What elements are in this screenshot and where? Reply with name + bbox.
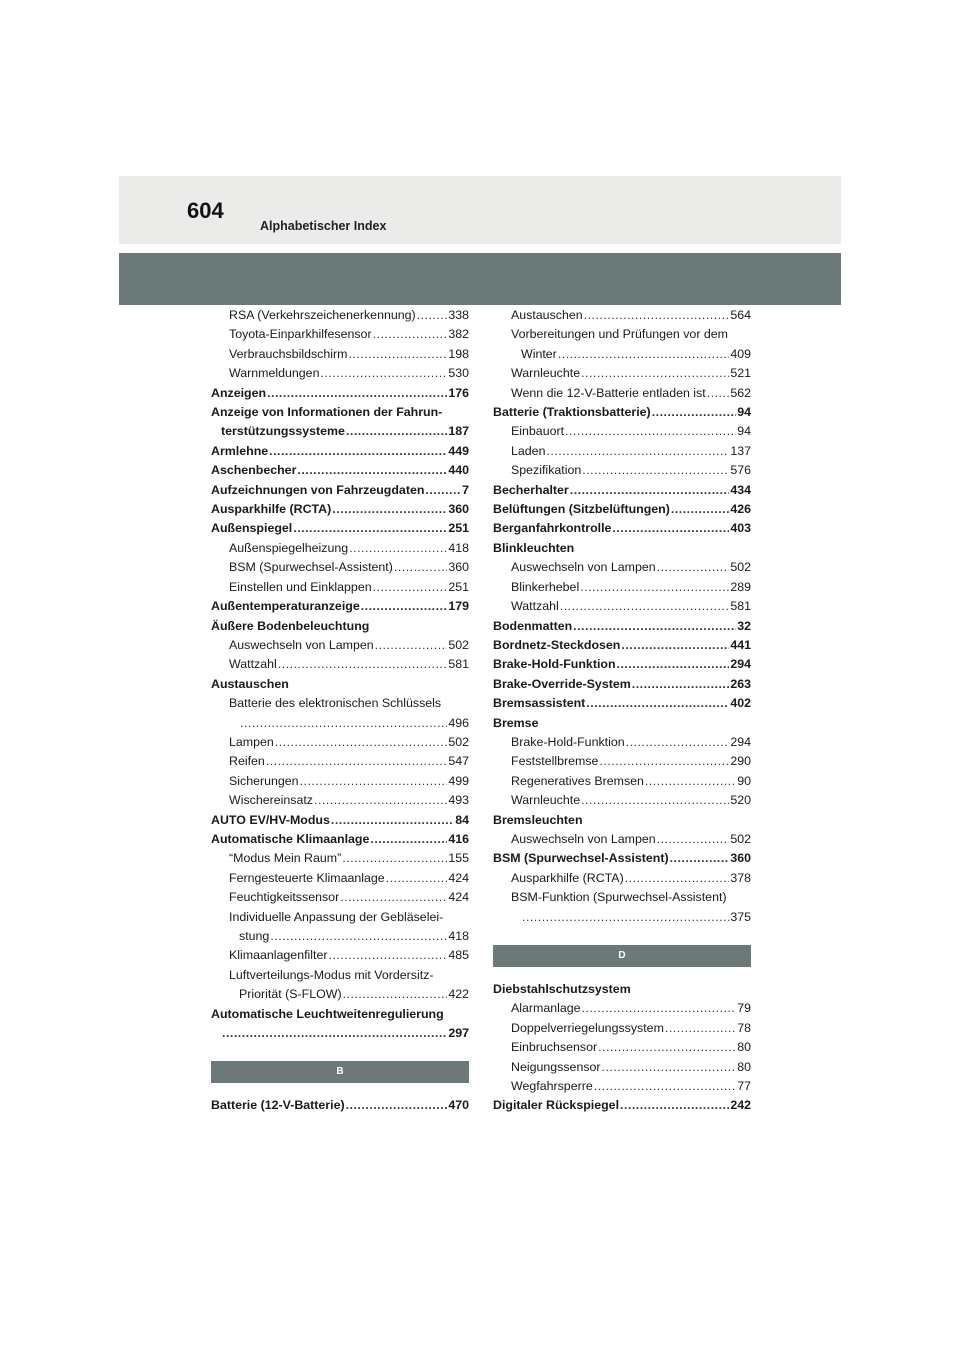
index-entry[interactable]: Austauschen ..... 564 bbox=[493, 306, 751, 325]
index-entry[interactable]: Einstellen und Einklappen ..... 251 bbox=[211, 578, 469, 597]
index-entry[interactable]: Wattzahl ..... 581 bbox=[211, 655, 469, 674]
index-entry[interactable]: Klimaanlagenfilter ..... 485 bbox=[211, 946, 469, 965]
section-letter-bar: D bbox=[493, 945, 751, 967]
index-entry-line: Vorbereitungen und Prüfungen vor dem bbox=[511, 327, 728, 342]
index-entry[interactable]: Laden ..... 137 bbox=[493, 442, 751, 461]
index-column-right bbox=[493, 306, 751, 1116]
index-entry[interactable]: Doppelverriegelungssystem ..... 78 bbox=[493, 1019, 751, 1038]
index-entry[interactable]: Wenn die 12-V-Batterie entladen ist ..... 562 bbox=[493, 384, 751, 403]
index-entry[interactable]: Toyota-Einparkhilfesensor ..... 382 bbox=[211, 325, 469, 344]
index-entry[interactable]: Digitaler Rückspiegel ..... 242 bbox=[493, 1096, 751, 1115]
index-heading: Bremse bbox=[493, 715, 539, 730]
index-entry[interactable]: Anzeigen ..... 176 bbox=[211, 384, 469, 403]
index-entry[interactable]: Feststellbremse ..... 290 bbox=[493, 752, 751, 771]
index-entry[interactable]: Außenspiegelheizung ..... 418 bbox=[211, 539, 469, 558]
section-title: Alphabetischer Index bbox=[260, 219, 387, 233]
header-band bbox=[119, 253, 841, 305]
index-entry[interactable]: Automatische Klimaanlage ..... 416 bbox=[211, 830, 469, 849]
index-entry[interactable]: Verbrauchsbildschirm ..... 198 bbox=[211, 345, 469, 364]
index-entry[interactable]: Alarmanlage ..... 79 bbox=[493, 999, 751, 1018]
index-entry-line: Anzeige von Informationen der Fahrun- bbox=[211, 405, 443, 420]
index-entry[interactable]: AUTO EV/HV-Modus ..... 84 bbox=[211, 811, 469, 830]
index-entry[interactable]: Feuchtigkeitssensor ..... 424 bbox=[211, 888, 469, 907]
index-entry[interactable]: Auswechseln von Lampen ..... 502 bbox=[211, 636, 469, 655]
index-entry[interactable]: Ferngesteuerte Klimaanlage ..... 424 bbox=[211, 869, 469, 888]
index-entry[interactable]: Spezifikation ..... 576 bbox=[493, 461, 751, 480]
index-entry[interactable]: Brake-Hold-Funktion ..... 294 bbox=[493, 733, 751, 752]
index-heading: Austauschen bbox=[211, 676, 289, 691]
section-letter-bar: B bbox=[211, 1061, 469, 1083]
index-entry[interactable]: Ausparkhilfe (RCTA) ..... 360 bbox=[211, 500, 469, 519]
index-entry[interactable]: Warnmeldungen ..... 530 bbox=[211, 364, 469, 383]
index-entry[interactable]: Belüftungen (Sitzbelüftungen) ..... 426 bbox=[493, 500, 751, 519]
index-entry[interactable]: Neigungssensor ..... 80 bbox=[493, 1058, 751, 1077]
index-entry[interactable]: Ausparkhilfe (RCTA) ..... 378 bbox=[493, 869, 751, 888]
index-entry[interactable]: ..... 375 bbox=[493, 908, 751, 927]
index-heading: Diebstahlschutzsystem bbox=[493, 982, 631, 996]
index-entry[interactable]: Außentemperaturanzeige ..... 179 bbox=[211, 597, 469, 616]
index-entry-line: Luftverteilungs-Modus mit Vordersitz- bbox=[229, 967, 434, 982]
index-entry[interactable]: Warnleuchte ..... 521 bbox=[493, 364, 751, 383]
index-entry[interactable]: Regeneratives Bremsen ..... 90 bbox=[493, 772, 751, 791]
index-entry[interactable]: Winter ..... 409 bbox=[493, 345, 751, 364]
index-entry[interactable]: Bordnetz-Steckdosen ..... 441 bbox=[493, 636, 751, 655]
index-entry[interactable]: Auswechseln von Lampen ..... 502 bbox=[493, 558, 751, 577]
index-heading: Blinkleuchten bbox=[493, 540, 575, 555]
index-entry[interactable]: Einbruchsensor ..... 80 bbox=[493, 1038, 751, 1057]
index-entry-line: Individuelle Anpassung der Gebläselei- bbox=[229, 909, 444, 924]
page-header bbox=[119, 176, 841, 244]
index-entry[interactable]: Auswechseln von Lampen ..... 502 bbox=[493, 830, 751, 849]
index-entry[interactable]: Blinkerhebel ..... 289 bbox=[493, 578, 751, 597]
index-entry[interactable]: RSA (Verkehrszeichenerkennung) ..... 338 bbox=[211, 306, 469, 325]
index-entry-line: BSM-Funktion (Spurwechsel-Assistent) bbox=[511, 890, 727, 905]
index-entry[interactable]: Einbauort ..... 94 bbox=[493, 422, 751, 441]
index-entry[interactable]: Aufzeichnungen von Fahrzeugdaten ..... 7 bbox=[211, 481, 469, 500]
index-entry-line: Batterie des elektronischen Schlüssels bbox=[229, 696, 442, 711]
index-entry[interactable]: Lampen ..... 502 bbox=[211, 733, 469, 752]
index-entry[interactable]: Bremsassistent ..... 402 bbox=[493, 694, 751, 713]
index-entry[interactable]: Batterie (12-V-Batterie) ..... 470 bbox=[211, 1096, 469, 1115]
index-entry[interactable]: Batterie (Traktionsbatterie) ..... 94 bbox=[493, 403, 751, 422]
index-entry[interactable]: Wattzahl ..... 581 bbox=[493, 597, 751, 616]
index-entry[interactable]: terstützungssysteme ..... 187 bbox=[211, 422, 469, 441]
index-entry[interactable]: Außenspiegel ..... 251 bbox=[211, 519, 469, 538]
index-entry[interactable]: Wegfahrsperre ..... 77 bbox=[493, 1077, 751, 1096]
index-column-left bbox=[211, 306, 469, 1116]
index-entry[interactable]: BSM (Spurwechsel-Assistent) ..... 360 bbox=[211, 558, 469, 577]
index-entry[interactable]: ..... 496 bbox=[211, 714, 469, 733]
index-entry[interactable]: Sicherungen ..... 499 bbox=[211, 772, 469, 791]
index-entry[interactable]: Berganfahrkontrolle ..... 403 bbox=[493, 519, 751, 538]
index-entry[interactable]: Becherhalter ..... 434 bbox=[493, 481, 751, 500]
index-heading: Äußere Bodenbeleuchtung bbox=[211, 618, 370, 633]
index-entry[interactable]: Priorität (S-FLOW) ..... 422 bbox=[211, 985, 469, 1004]
index-entry[interactable]: Aschenbecher ..... 440 bbox=[211, 461, 469, 480]
index-entry[interactable]: Brake-Override-System ..... 263 bbox=[493, 675, 751, 694]
index-entry[interactable]: Warnleuchte ..... 520 bbox=[493, 791, 751, 810]
index-entry[interactable]: ..... 297 bbox=[211, 1024, 469, 1043]
index-entry[interactable]: Wischereinsatz ..... 493 bbox=[211, 791, 469, 810]
index-entry[interactable]: “Modus Mein Raum” ..... 155 bbox=[211, 849, 469, 868]
index-entry[interactable]: Bodenmatten ..... 32 bbox=[493, 617, 751, 636]
page-number: 604 bbox=[187, 198, 224, 223]
index-entry[interactable]: Reifen ..... 547 bbox=[211, 752, 469, 771]
index-entry[interactable]: BSM (Spurwechsel-Assistent) ..... 360 bbox=[493, 849, 751, 868]
index-entry-line: Automatische Leuchtweitenregulierung bbox=[211, 1006, 444, 1021]
index-entry[interactable]: Armlehne ..... 449 bbox=[211, 442, 469, 461]
index-entry[interactable]: stung ..... 418 bbox=[211, 927, 469, 946]
index-entry[interactable]: Brake-Hold-Funktion ..... 294 bbox=[493, 655, 751, 674]
index-heading: Bremsleuchten bbox=[493, 812, 583, 827]
